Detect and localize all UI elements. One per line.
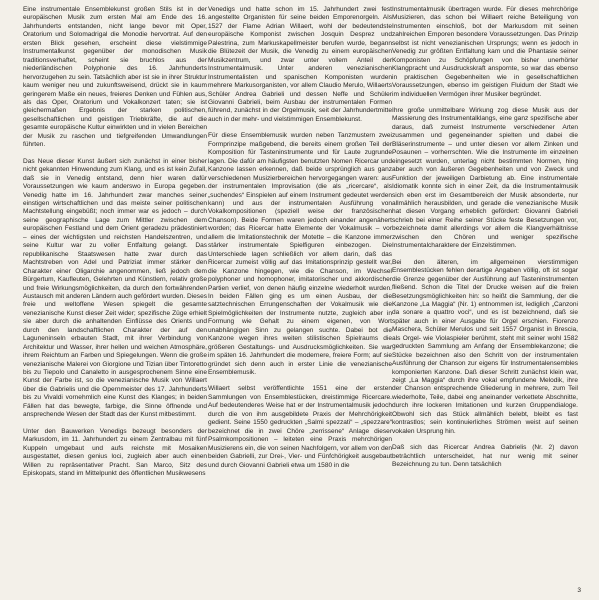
paragraph: Instrumentalmusik übertragen wurde. Für dieses mehrchörige Musizieren, das schon bei Willaert reiche Beteiligung von Instrumenten einschloß, bot der Markusdom mit seinen zahlreichen Emporen besondere Voraussetzungen. Das Prinzip selbst ist nicht venezianischen Ursprungs; wenn es jedoch in Venedig zur größten Entfaltung kam und die Phantasie seiner Komponisten zu Schöpfungen von bisher unerhörter Klangpracht und Ausdruckskraft anspornte, so war das ebenso in praktischen Gegebenheiten wie in gesellschaftlichen Voraussetzungen, ebenso im geistigen Fluidum der Stadt wie im individuellen Vermögen ihrer Musiker begründet. bbox=[392, 6, 578, 98]
paragraph: Venedigs und hatte schon im 15. Jahrhundert zwei fest angestellte Organisten für seine beiden Emporenorgeln. Als 1527 der Flame Adrian Willaert, wohl der bedeutendste europäische Komponist zwischen Josquin Desprez und Palestrina, zum Markuskapellmeister berufen wurde, begann die Blütezeit der Musik, die Venedig zu einem europäischen Musikzentrum, und zwar unter vollem Anteil der Instrumentalmusik. Unter anderen venezianischen Instrumentalisten und spanischen Komponisten wurden mehrere Markusorganisten, vor allem Claudio Merulo, Willaerts Schüler Andrea Gabrieli und dessen Neffe und Schüler Giovanni Gabrieli, beim Ausbau der instrumentalen Formen führend, zunächst in der Orgelmusik, seit der Jahrhundertmitte auch in der mehr- und vielstimmigen Ensemblekunst. bbox=[208, 6, 392, 123]
paragraph: Willaert selbst veröffentlichte 1551 eine der ersten Sammlungen von Ensemblestücken, dreistimmige Ricercare. Auf bedeutenderes Weise hat er der Instrumentalmusik jedoch durch die von ihm ausgebildete Praxis der Mehrchörigkeit gedient. Seine 1550 gedruckten „Salmi spezzati“ – „spezzare“ bezeichnet die in zwei Chöre „zerrissene“ Anlage dieser Psalmkompositionen – leiteten eine Praxis mehrchörigen Musizierens ein, die von seinen Nachfolgern, vor allem von den beiden Gabrielli, zur Drei-, Vier- und Fünfchörigkeit ausgebaut und durch Giovanni Gabrieli etwa um 1580 in die bbox=[208, 385, 392, 469]
paragraph: Für diese Ensemblemusik wurden neben Tanzmustern zwei Formprinzipe maßgebend, die bereits einem großen Teil der Komposition für Tasteninstrumente und für Laute zugrunde lagen. Die dafür am häufigsten benutzten Nomen Ricercar und Kanzone lassen erkennen, daß beide ursprünglich aus ganz verschiedenen Musizierbereichen hervorgegangen waren: aus der instrumentalen Improvisation (die als „ricercare“, als „suchendes“ Einspielen auf einem Instrument gedeutet werden kann) und aus der instrumentalen Ausführung von Vokalkompositionen (speziell weise der französischen Chanson). Beide Formen waren jedoch einander angenähert worden; das Ricercar hatte Elemente der Vokalmusik – vor allem die Imitationstechnik der Motette – die Kanzone immer stärker instrumentale Spielfiguren einbezogen. Die Unterschiede lagen schließlich vor allem darin, daß das Ricercar zumeist völlig auf das Imitationsprinzip gestellt war, die Kanzone hingegen, wie die Chanson, im Wechsel polyphoner und homophoner, imitatorischer und akkordischer Partien verlief, von denen häufig einzelne wiederholt wurden. In beiden Fällen ging es um einen Ausbau, der die satztechnischen Errungenschaften der Vokalmusik wie die Spielmöglichkeiten der Instrumente nutzte, zugleich aber in Formung wie Gehalt zu einem eigenen, von Wort unabhängigen Sinn zu gelangen suchte. Dabei bot die Kanzone wegen ihres weiten stilistischen Spielraums die größeren Gestaltungs- und Ausdrucksmöglichkeiten. Sie war im späten 16. Jahrhundert die modernere, freiere Form; auf sie gründet sich denn auch in erster Linie die venezianische Ensemblemusik. bbox=[208, 132, 392, 377]
paragraph: Das Neue dieser Kunst äußert sich zunächst in einer bisher nicht gekannten Hinwendung zum Klang, und es ist kein Zufall, daß sie in Venedig entstand, denn hier waren dafür Voraussetzungen wie kaum anderswo in Europa gegeben. Venedig hatte im 16. Jahrhundert zwar manches seiner einstigen wirtschaftlichen und das meiste seiner politischen Machtstellung eingebüßt; noch immer war es jedoch – durch seine geographische Lage zum Mittler zwischen dem europäischen Festland und dem Orient geradezu prädestiniert – eines der wichtigsten und reichsten Handelszentren, und seine Kultur war zu voller Entfaltung gelangt. Das republikanische Staatswesen hatte zwar durch das Machtstreben von Adel und Patriziat immer stärker den Charakter einer Oligarchie angenommen, ließ jedoch dem Bürgertum, Kaufleuten, Gelehrten und Künstlern, relativ große und freie Wirkungsmöglichkeiten, da durch den fortwährenden Austausch mit anderen Ländern auch gefördert wurden. Dieses freie und weltoffene Wesen spiegelt die gesamte venezianische Kunst dieser Zeit wider; spezifische Züge erhielt sie aber durch die anhaltenden Einflüsse des Orients und durch den landschaftlichen Charakter der auf den Laguneninseln erbauten Stadt, mit ihrer Verbindung von Architektur und Wasser, ihrer hellen und weichen Atmosphäre, ihrem Reichtum an Farben und Spiegelungen. Wenn die große venezianische Malerei von Giorgione und Tizian über Tintoretto bis zu Tiepolo und Canaletto in ausgesprochenem Sinne eine Kunst der Farbe ist, so die venezianische Musik von Willaert über die Gabrielis und die Opernmeister des 17. Jahrhunderts bis zu Vivaldi vornehmlich eine Kunst des Klanges; in beiden Fällen hat das bewegte, farbige, die Sinne öffnende und ansprechende Wesen der Stadt das der Kunst mitbestimmt. bbox=[23, 157, 207, 419]
text-column-right bbox=[392, 6, 578, 594]
paragraph: Ihre große unmittelbare Wirkung zog diese Musik aus der Massierung des Instrumentalklangs, eine ganz spezifische aber daraus, daß zumeist Instrumente verschiedener Arten zusammen und gegeneinander spielten und dabei die Bläserinstrumente – und unter diesen vor allem Zinken und Posaunen – vorherrschten. Wie die Instrumente im einzelnen eingesetzt wurden, unterlag nicht bestimmten Normen, hing aber auch von äußeren Gegebenheiten und von Zweck und Funktion der jeweiligen Darbietung ab. Eine instrumentale Idiomatik konnte sich in einer Zeit, da die Instrumentalmusik sich eben erst im Gesamtbereich der Musik absonderte, nur allmählich herausbilden, und gerade die venezianische Musik hat diesen Vorgang erheblich gefördert: Giovanni Gabrieli schrieb bei einer Reihe seiner Stücke feste Besetzungen vor, bezeichnete damit allerdings vor allem die Klangverhältnisse zwischen den Chören und weniger spezifische Instrumentalcharaktere der Einzelstimmen. bbox=[392, 106, 578, 250]
paragraph: Unter den Bauwerken Venedigs bezeugt besonders der Markusdom, im 11. Jahrhundert zu einem Zentralbau mit fünf Kuppeln umgebaut und aufs reichste mit Mosaiken ausgestattet, diesen genius loci, zugleich aber auch einen Willen zu repräsentativer Pracht. San Marco, Sitz des Episkopats, stand im Mittelpunkt des öffentlichen Musikwesens bbox=[23, 427, 207, 478]
paragraph: Bei den älteren, im allgemeinen vierstimmigen Ensemblestücken fehlen derartige Angaben völlig, oft ist sogar die Grenze gegenüber der Ausführung auf Tasteninstrumenten fließend. Schon die Titel der Drucke weisen auf die freien Besetzungsmöglichkeiten hin: so heißt die Sammlung, der die Kanzone „La Maggia“ (Nr. 1) entnommen ist, lediglich „Canzoni da sonare a quattro voci“, und es ist bezeichnend, daß sie später auch in einer Ausgabe für Orgel erschien. Fiorenzo Maschera, Schüler Merulos und seit 1557 Organist in Brescia, als Orgel- wie Violaspieler berühmt, steht mit seiner wohl 1582 gedruckten Sammlung am Anfang der Ensemblekanzone; die Stücke bezeichnen also den Schritt von der instrumentalen Ausführung der Chanson zur eigens für Instrumentalensembles komponierten Kanzone. Daß dieser Schritt zunächst klein war, zeigt „La Maggia“ durch ihre vokal empfundene Melodik, ihre der Chanson entsprechende Gliederung in mehrere, zum Teil wiederholte, Teile, dabei eng aneinander verkettete Abschnitte, durch ihre lockeren Imitationen und kurzen Gruppendialoge. Obwohl sich das Stück allmählich belebt, bleibt es fast kontrastlos; sein kontinuierliches Strömen weist auf seinen vokalen Ursprung hin. bbox=[392, 258, 578, 435]
paragraph: Daß sich das Ricercar Andrea Gabrielis (Nr. 2) davon beträchtlich unterscheidet, hat nur wenig mit seiner Bezeichnung zu tun. Denn tatsächlich bbox=[392, 444, 578, 469]
text-column-left bbox=[23, 6, 207, 594]
paragraph: Eine instrumentale Ensemblekunst großen Stils ist in der europäischen Musik zum ersten Mal am Ende des 16. Jahrhunderts entstanden, nicht lange bevor mit Oper, Oratorium und Solomadrigal die Monodie hervortrat. Auf den ersten Blick gesehen, erscheint diese vielstimmige Instrumentalkunst gegenüber der monodischen Musik traditionsverhaftet, scheint sie bruchlos aus der niederländischen Polyphonie des 16. Jahrhunderts hervorzugehen zu sein. Tatsächlich aber ist sie in ihrer Struktur kaum weniger neu und zukunftsweisend, drückt sie in kaum geringerem Maße ein neues, freieres Denken und Fühlen aus, als das Oper, Oratorium und Vokalkonzert taten; sie ist gleichermaßen Ergebnis der starken politischen, gesellschaftlichen und geistigen Triebkräfte, die auf die gesamte europäische Kultur einwirkten und in vielen Bereichen der Musik zu raschen und tiefgreifenden Umwandlungen führten. bbox=[23, 6, 207, 149]
text-column-middle bbox=[208, 6, 392, 594]
page-number: 3 bbox=[577, 587, 581, 594]
